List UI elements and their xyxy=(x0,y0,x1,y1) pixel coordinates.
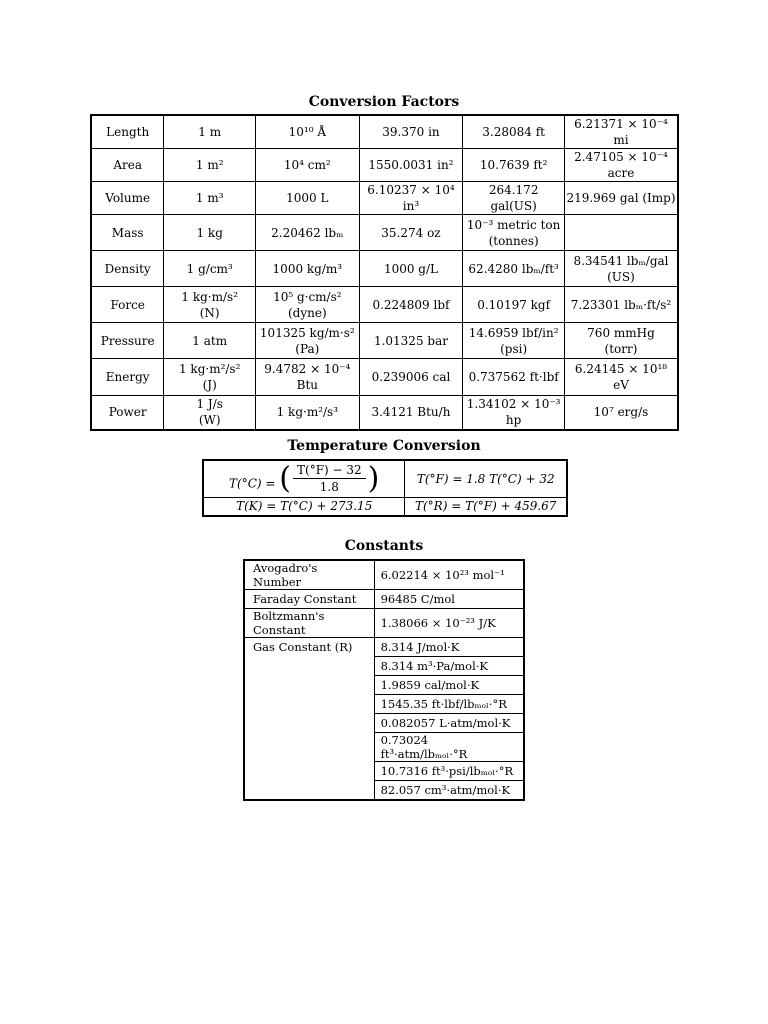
conversion-cell: 2.20462 lbₘ xyxy=(256,215,360,251)
conversion-cell: 1.34102 × 10⁻³ hp xyxy=(463,396,565,430)
conversion-cell: 1 kg·m²/s³ xyxy=(256,396,360,430)
constant-name: Gas Constant (R) xyxy=(244,638,374,657)
conversion-row-label: Mass xyxy=(91,215,164,251)
conversion-cell: 14.6959 lbf/in² (psi) xyxy=(463,323,565,359)
constant-name xyxy=(244,714,374,733)
conversion-cell: 6.10237 × 10⁴ in³ xyxy=(359,182,463,215)
conversion-row xyxy=(91,323,678,359)
conversion-cell: 0.224809 lbf xyxy=(359,287,463,323)
conversion-cell: 10⁷ erg/s xyxy=(564,396,678,430)
conversion-cell xyxy=(564,215,678,251)
constant-value: 82.057 cm³·atm/mol·K xyxy=(374,781,524,801)
conversion-cell: 0.239006 cal xyxy=(359,359,463,396)
conversion-cell: 0.737562 ft·lbf xyxy=(463,359,565,396)
conversion-cell: 35.274 oz xyxy=(359,215,463,251)
constant-row xyxy=(244,781,524,801)
constant-row xyxy=(244,762,524,781)
conversion-cell: 10.7639 ft² xyxy=(463,149,565,182)
conversion-row xyxy=(91,115,678,149)
celsius-denominator: 1.8 xyxy=(319,480,339,495)
conversion-cell: 7.23301 lbₘ·ft/s² xyxy=(564,287,678,323)
conversion-cell: 1000 kg/m³ xyxy=(256,251,360,287)
conversion-cell: 1 atm xyxy=(164,323,256,359)
constant-row xyxy=(244,609,524,638)
conversion-row-label: Pressure xyxy=(91,323,164,359)
constant-name xyxy=(244,695,374,714)
constant-value: 8.314 m³·Pa/mol·K xyxy=(374,657,524,676)
conversion-row xyxy=(91,359,678,396)
constant-name xyxy=(244,762,374,781)
constant-value: 1.9859 cal/mol·K xyxy=(374,676,524,695)
kelvin-formula: T(K) = T(°C) + 273.15 xyxy=(203,497,405,516)
conversion-row xyxy=(91,251,678,287)
temperature-conversion-table xyxy=(202,459,568,517)
conversion-cell: 3.4121 Btu/h xyxy=(359,396,463,430)
rankine-formula: T(°R) = T(°F) + 459.67 xyxy=(405,497,567,516)
celsius-numerator: T(°F) − 32 xyxy=(293,462,366,479)
constant-value: 0.73024 ft³·atm/lbₘₒₗ·°R xyxy=(374,733,524,762)
conversion-cell: 2.47105 × 10⁻⁴ acre xyxy=(564,149,678,182)
conversion-cell: 39.370 in xyxy=(359,115,463,149)
conversion-cell: 101325 kg/m·s² (Pa) xyxy=(256,323,360,359)
conversion-cell: 219.969 gal (Imp) xyxy=(564,182,678,215)
conversion-row xyxy=(91,215,678,251)
constant-name: Avogadro's Number xyxy=(244,560,374,590)
temperature-conversion-title: Temperature Conversion xyxy=(287,438,481,454)
constant-value: 8.314 J/mol·K xyxy=(374,638,524,657)
conversion-row-label: Area xyxy=(91,149,164,182)
conversion-cell: 1 kg·m²/s² (J) xyxy=(164,359,256,396)
conversion-cell: 6.24145 × 10¹⁸ eV xyxy=(564,359,678,396)
conversion-cell: 3.28084 ft xyxy=(463,115,565,149)
constant-value: 96485 C/mol xyxy=(374,590,524,609)
constant-value: 1.38066 × 10⁻²³ J/K xyxy=(374,609,524,638)
fahrenheit-formula: T(°F) = 1.8 T(°C) + 32 xyxy=(405,460,567,497)
conversion-cell: 1000 g/L xyxy=(359,251,463,287)
constant-name: Faraday Constant xyxy=(244,590,374,609)
constant-name: Boltzmann's Constant xyxy=(244,609,374,638)
conversion-cell: 8.34541 lbₘ/gal (US) xyxy=(564,251,678,287)
conversion-row-label: Energy xyxy=(91,359,164,396)
constant-name xyxy=(244,676,374,695)
constant-name xyxy=(244,657,374,676)
conversion-cell: 1 g/cm³ xyxy=(164,251,256,287)
conversion-row-label: Power xyxy=(91,396,164,430)
celsius-lhs: T(°C) = xyxy=(229,476,276,491)
conversion-cell: 760 mmHg (torr) xyxy=(564,323,678,359)
constant-row xyxy=(244,695,524,714)
constant-value: 6.02214 × 10²³ mol⁻¹ xyxy=(374,560,524,590)
conversion-row xyxy=(91,287,678,323)
conversion-cell: 10⁻³ metric ton (tonnes) xyxy=(463,215,565,251)
constant-value: 0.082057 L·atm/mol·K xyxy=(374,714,524,733)
constant-row xyxy=(244,657,524,676)
celsius-formula: T(°C) = ( $\frac{T(^\circ F) - 32}{1.8}$ ) xyxy=(203,460,405,497)
constant-row xyxy=(244,733,524,762)
conversion-cell: 10⁵ g·cm/s² (dyne) xyxy=(256,287,360,323)
conversion-cell: 1000 L xyxy=(256,182,360,215)
conversion-row-label: Volume xyxy=(91,182,164,215)
conversion-factors-table xyxy=(90,114,679,431)
conversion-cell: 1 m xyxy=(164,115,256,149)
constant-row xyxy=(244,560,524,590)
conversion-cell: 1 kg·m/s² (N) xyxy=(164,287,256,323)
conversion-row xyxy=(91,396,678,430)
conversion-cell: 62.4280 lbₘ/ft³ xyxy=(463,251,565,287)
conversion-row-label: Length xyxy=(91,115,164,149)
conversion-cell: 10¹⁰ Å xyxy=(256,115,360,149)
constant-row xyxy=(244,676,524,695)
conversion-cell: 6.21371 × 10⁻⁴ mi xyxy=(564,115,678,149)
constant-row xyxy=(244,638,524,657)
conversion-factors-title: Conversion Factors xyxy=(308,94,460,110)
conversion-cell: 1 kg xyxy=(164,215,256,251)
conversion-cell: 9.4782 × 10⁻⁴ Btu xyxy=(256,359,360,396)
constant-name xyxy=(244,733,374,762)
conversion-row-label: Force xyxy=(91,287,164,323)
conversion-cell: 264.172 gal(US) xyxy=(463,182,565,215)
conversion-row xyxy=(91,182,678,215)
constants-table xyxy=(243,559,525,801)
constant-row xyxy=(244,590,524,609)
conversion-cell: 1 m² xyxy=(164,149,256,182)
conversion-row xyxy=(91,149,678,182)
constant-value: 10.7316 ft³·psi/lbₘₒₗ·°R xyxy=(374,762,524,781)
conversion-cell: 0.10197 kgf xyxy=(463,287,565,323)
constant-value: 1545.35 ft·lbf/lbₘₒₗ·°R xyxy=(374,695,524,714)
constant-name xyxy=(244,781,374,801)
conversion-cell: 1 J/s (W) xyxy=(164,396,256,430)
conversion-cell: 1550.0031 in² xyxy=(359,149,463,182)
conversion-row-label: Density xyxy=(91,251,164,287)
conversion-cell: 1 m³ xyxy=(164,182,256,215)
constants-title: Constants xyxy=(344,538,424,554)
conversion-cell: 1.01325 bar xyxy=(359,323,463,359)
constant-row xyxy=(244,714,524,733)
conversion-cell: 10⁴ cm² xyxy=(256,149,360,182)
